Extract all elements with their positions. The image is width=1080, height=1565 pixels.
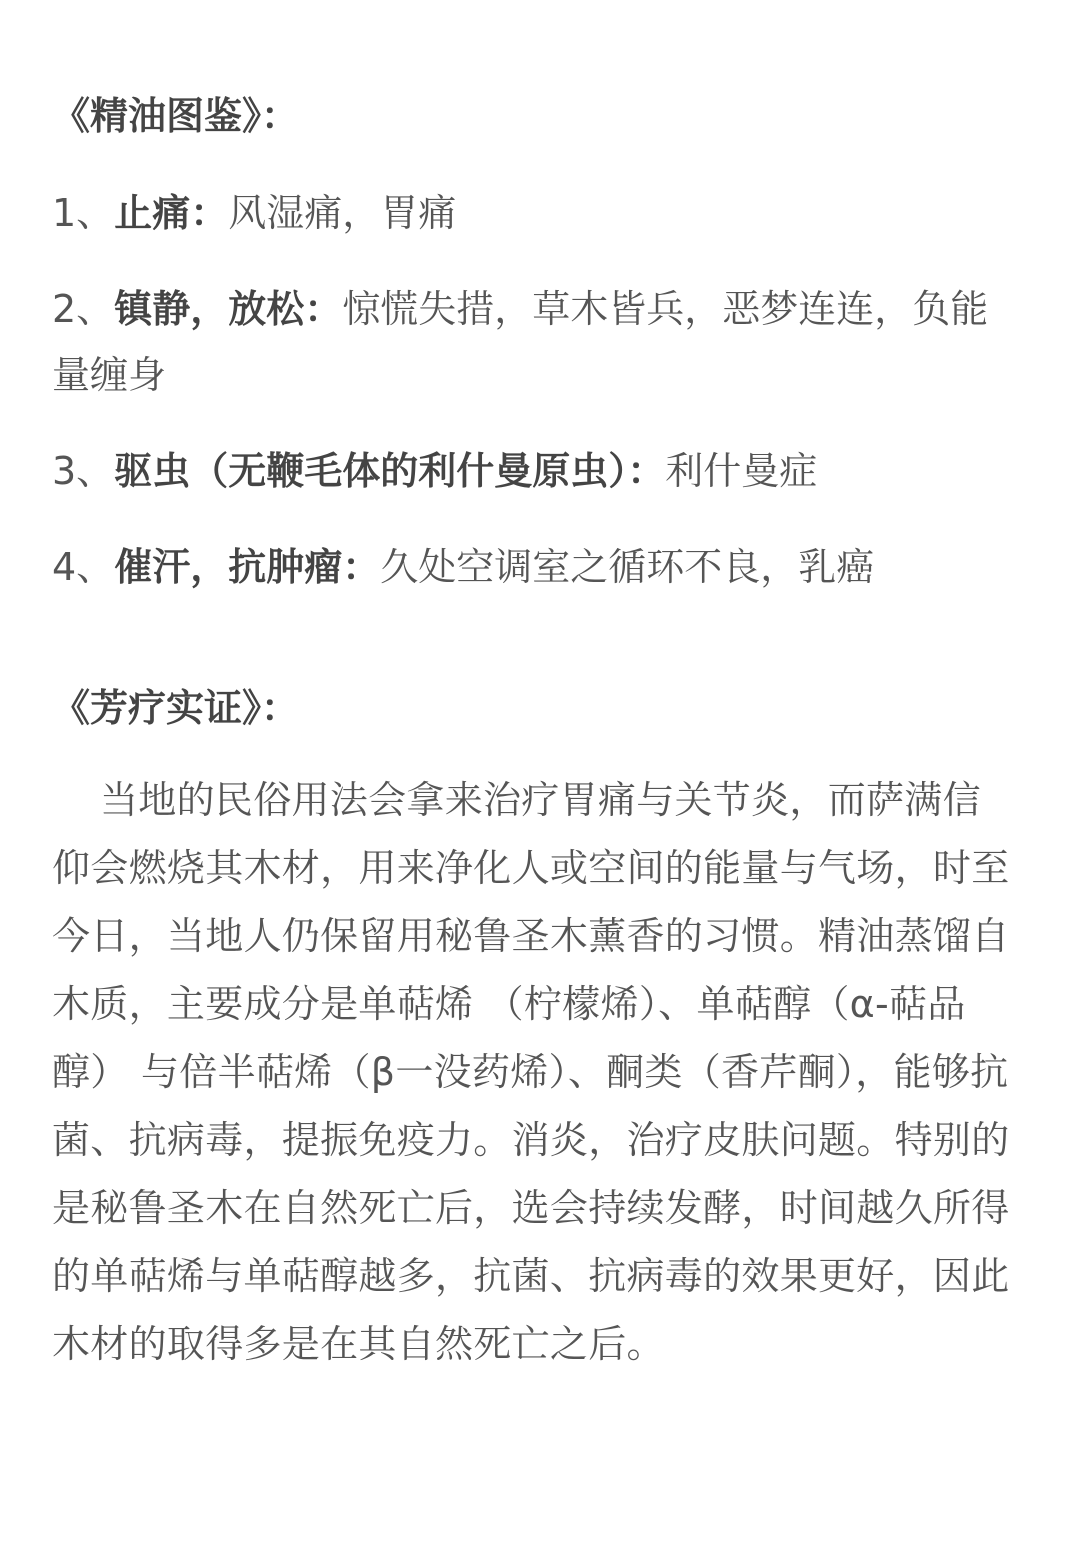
item-value: 久处空调室之循环不良，乳癌 xyxy=(380,545,875,589)
item-number: 4、 xyxy=(52,545,115,589)
item-key: 催汗，抗肿瘤： xyxy=(114,545,381,589)
item-key: 止痛： xyxy=(114,191,229,235)
list-item xyxy=(52,534,1014,600)
body-paragraph: 当地的民俗用法会拿来治疗胃痛与关节炎，而萨满信仰会燃烧其木材，用来净化人或空间的能量与气场，时至今日，当地人仍保留用秘鲁圣木薰香的习惯。精油蒸馏自木质，主要成分是单萜烯 （柠檬烯）、单萜醇（α-萜品醇） 与倍半萜烯（β一没药烯）、酮类（香芹酮），能够抗菌、抗病毒，提振免疫力。消炎，治疗皮肤问题。特别的是秘鲁圣木在自然死亡后，选会持续发酵，时间越久所得的单萜烯与单萜醇越多，抗菌、抗病毒的效果更好，因此木材的取得多是在其自然死亡之后。 xyxy=(52,778,1010,1366)
item-value: 利什曼症 xyxy=(665,449,818,493)
item-value: 惊慌失措，草木皆兵，恶梦连连，负能量缠身 xyxy=(52,287,989,397)
list-item xyxy=(52,180,1014,246)
item-key: 镇静，放松： xyxy=(114,287,343,331)
item-number: 3、 xyxy=(52,449,115,493)
item-value: 风湿痛，胃痛 xyxy=(228,191,457,235)
item-key: 驱虫（无鞭毛体的利什曼原虫）： xyxy=(114,449,666,493)
item-number: 2、 xyxy=(52,287,115,331)
list-item xyxy=(52,438,1014,504)
section-title-aromatherapy-evidence: 《芳疗实证》： xyxy=(52,686,300,730)
list-item xyxy=(52,276,1014,408)
item-number: 1、 xyxy=(52,191,115,235)
section-title-essential-oil-guide: 《精油图鉴》： xyxy=(52,94,300,138)
